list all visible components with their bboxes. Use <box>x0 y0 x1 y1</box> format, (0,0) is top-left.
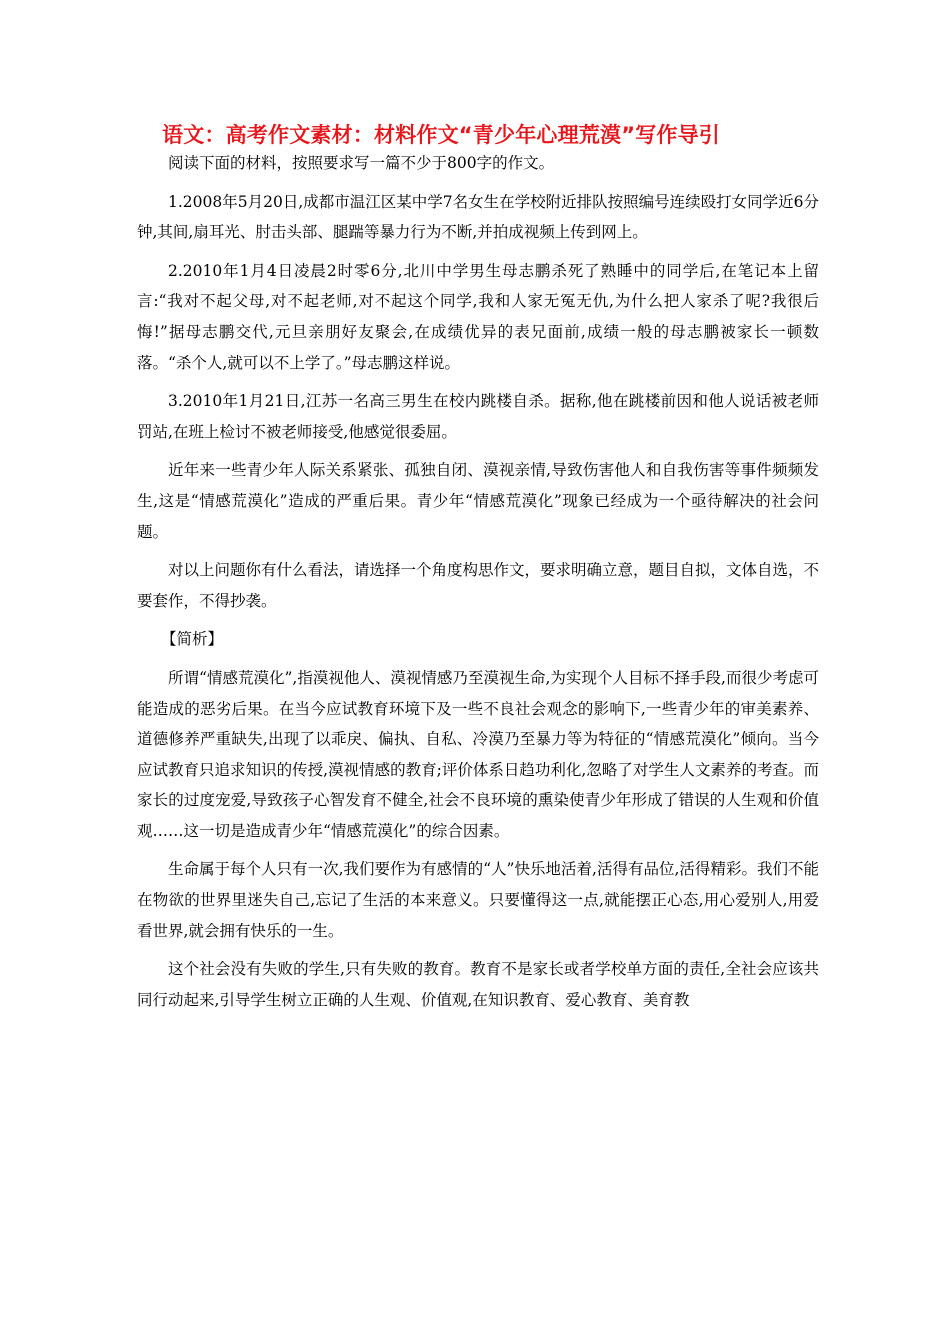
requirement-paragraph: 对以上问题你有什么看法，请选择一个角度构思作文，要求明确立意，题目自拟，文体自选，不要套作，不得抄袭。 <box>137 561 820 610</box>
material-3-paragraph: 3.2010年1月21日,江苏一名高三男生在校内跳楼自杀。据称,他在跳楼前因和他人说话被老师罚站,在班上检讨不被老师接受,他感觉很委屈。 <box>137 392 819 441</box>
intro-paragraph: 阅读下面的材料，按照要求写一篇不少于800字的作文。 <box>168 154 555 172</box>
material-2-paragraph: 2.2010年1月4日凌晨2时零6分,北川中学男生母志鹏杀死了熟睡中的同学后,在笔记本上留言:“我对不起父母,对不起老师,对不起这个同学,我和人家无冤无仇,为什么把人家杀了呢?我很后悔!”据母志鹏交代,元旦亲朋好友聚会,在成绩优异的表兄面前,成绩一般的母志鹏被家长一顿数落。“杀个人,就可以不上学了。”母志鹏这样说。 <box>137 261 819 372</box>
analysis-paragraph-1: 所谓“情感荒漠化”,指漠视他人、漠视情感乃至漠视生命,为实现个人目标不择手段,而很少考虑可能造成的恶劣后果。在当今应试教育环境下及一些不良社会观念的影响下,一些青少年的审美素养、道德修养严重缺失,出现了以乖戾、偏执、自私、冷漠乃至暴力等为特征的“情感荒漠化”倾向。当今应试教育只追求知识的传授,漠视情感的教育;评价体系日趋功利化,忽略了对学生人文素养的考查。而家长的过度宠爱,导致孩子心智发育不健全,社会不良环境的熏染使青少年形成了错误的人生观和价值观……这一切是造成青少年“情感荒漠化”的综合因素。 <box>137 668 819 840</box>
context-paragraph: 近年来一些青少年人际关系紧张、孤独自闭、漠视亲情,导致伤害他人和自我伤害等事件频频发生,这是“情感荒漠化”造成的严重后果。青少年“情感荒漠化”现象已经成为一个亟待解决的社会问题。 <box>137 461 819 541</box>
analysis-paragraph-3: 这个社会没有失败的学生,只有失败的教育。教育不是家长或者学校单方面的责任,全社会应该共同行动起来,引导学生树立正确的人生观、价值观,在知识教育、爱心教育、美育教 <box>137 960 819 1009</box>
analysis-heading: 【简析】 <box>161 630 224 649</box>
document-title: 语文：高考作文素材：材料作文“青少年心理荒漠”写作导引 <box>162 123 721 147</box>
material-1-paragraph: 1.2008年5月20日,成都市温江区某中学7名女生在学校附近排队按照编号连续殴打女同学近6分钟,其间,扇耳光、肘击头部、腿踹等暴力行为不断,并拍成视频上传到网上。 <box>137 192 819 242</box>
document-page <box>137 120 819 1023</box>
analysis-paragraph-2: 生命属于每个人只有一次,我们要作为有感情的“人”快乐地活着,活得有品位,活得精彩。我们不能在物欲的世界里迷失自己,忘记了生活的本来意义。只要懂得这一点,就能摆正心态,用心爱别人,用爱看世界,就会拥有快乐的一生。 <box>137 860 819 940</box>
